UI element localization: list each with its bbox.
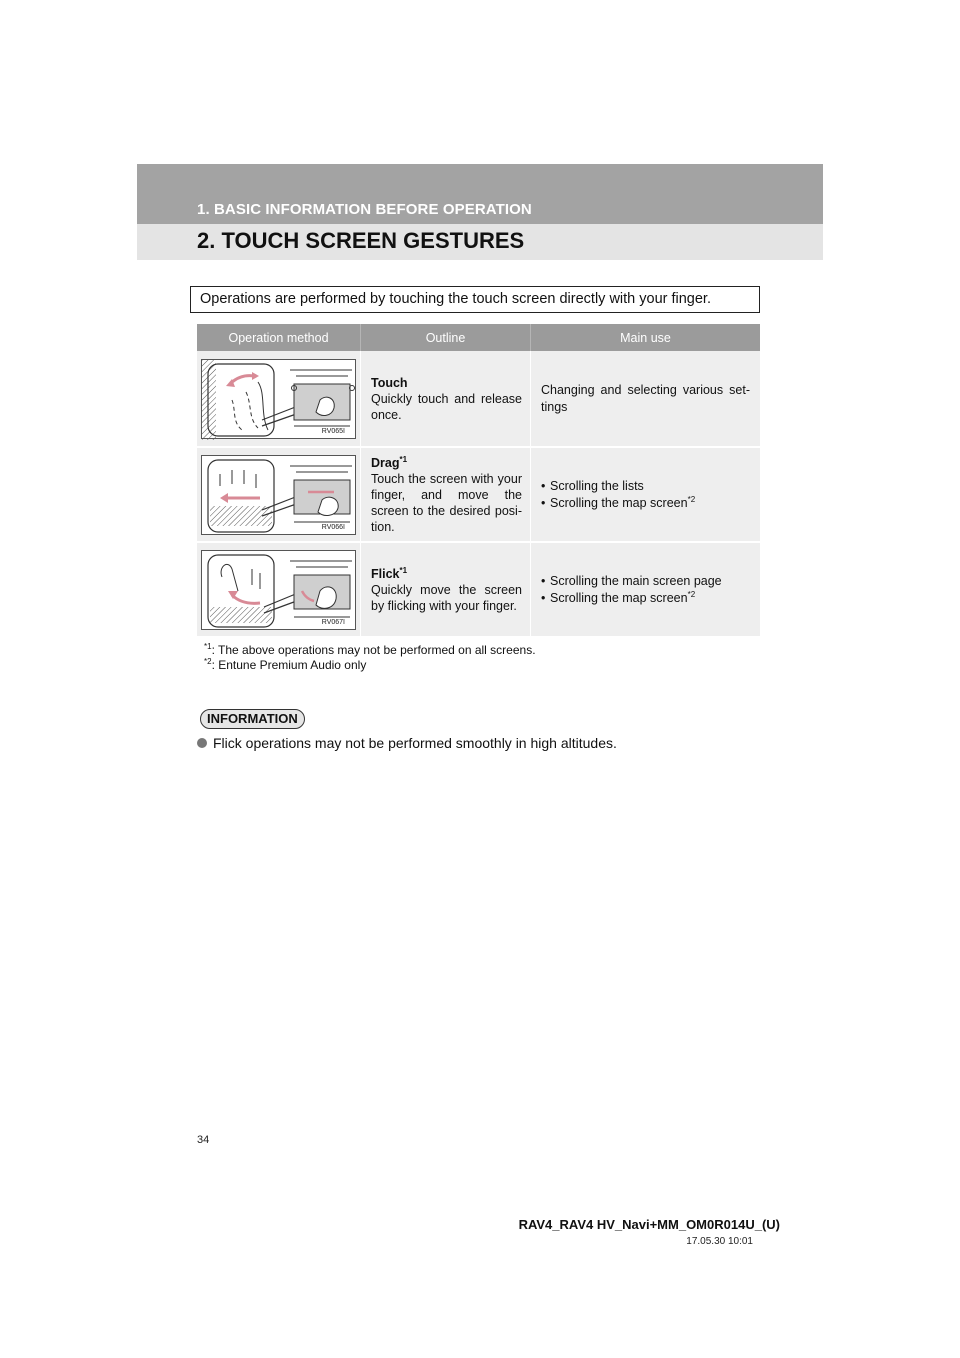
- column-header-main-use: Main use: [530, 324, 760, 351]
- image-code: RV067I: [321, 618, 345, 626]
- main-use-item: • Scrolling the main screen page: [541, 573, 722, 588]
- image-code: RV065I: [321, 427, 345, 435]
- information-item: [197, 735, 617, 751]
- drag-gesture-illustration: [201, 455, 356, 535]
- image-code: RV066I: [321, 523, 345, 531]
- outline-cell: [360, 448, 530, 541]
- operations-table: [197, 324, 760, 636]
- method-cell: [197, 543, 360, 636]
- section-label: 1. BASIC INFORMATION BEFORE OPERATION: [197, 201, 532, 218]
- operation-name: Drag$^{*1}$: [371, 454, 408, 470]
- main-use-cell: [530, 448, 760, 541]
- main-use-item: • Scrolling the map screen$^{*2}$: [541, 494, 696, 510]
- intro-box: Operations are performed by touching the touch screen directly with your finger.: [190, 286, 760, 313]
- method-cell: [197, 351, 360, 446]
- table-row-flick: [197, 541, 760, 636]
- column-header-method: Operation method: [228, 330, 329, 345]
- bullet-dot-icon: [197, 738, 207, 748]
- table-row-touch: [197, 351, 760, 446]
- operation-name: Flick$^{*1}$: [371, 565, 408, 581]
- operation-name: Touch: [371, 375, 408, 390]
- main-use-item: • Scrolling the lists: [541, 478, 644, 493]
- document-timestamp: 17.05.30 10:01: [686, 1236, 753, 1247]
- page-title: 2. TOUCH SCREEN GESTURES: [197, 228, 525, 253]
- main-use-text: Changing and selecting various set-tings: [541, 382, 750, 414]
- information-text: Flick operations may not be performed smoothly in high altitudes.: [213, 735, 617, 751]
- page-number: 34: [197, 1134, 210, 1146]
- operation-outline: Quickly touch and release once.: [371, 391, 522, 422]
- main-use-cell: [530, 543, 760, 636]
- outline-cell: [360, 351, 530, 446]
- column-header-outline: Outline: [360, 324, 530, 351]
- document-id: RAV4_RAV4 HV_Navi+MM_OM0R014U_(U): [518, 1217, 780, 1232]
- main-use-item: • Scrolling the map screen$^{*2}$: [541, 589, 696, 605]
- footnotes: [204, 643, 536, 673]
- footnote: $^{*2}$: Entune Premium Audio only: [204, 657, 367, 672]
- operation-outline: Quickly move the screen by flicking with your finger.: [371, 582, 522, 613]
- method-cell: [197, 448, 360, 541]
- table-row-drag: [197, 446, 760, 541]
- touch-gesture-illustration: [201, 359, 356, 439]
- main-use-cell: [530, 351, 760, 446]
- information-badge: INFORMATION: [200, 709, 305, 729]
- flick-gesture-illustration: [201, 550, 356, 630]
- outline-cell: [360, 543, 530, 636]
- table-header: [197, 324, 760, 351]
- operation-outline: Touch the screen with your finger, and move the screen to the desired posi-tion.: [371, 471, 522, 534]
- footnote: $^{*1}$: The above operations may not be performed on all screens.: [204, 642, 536, 657]
